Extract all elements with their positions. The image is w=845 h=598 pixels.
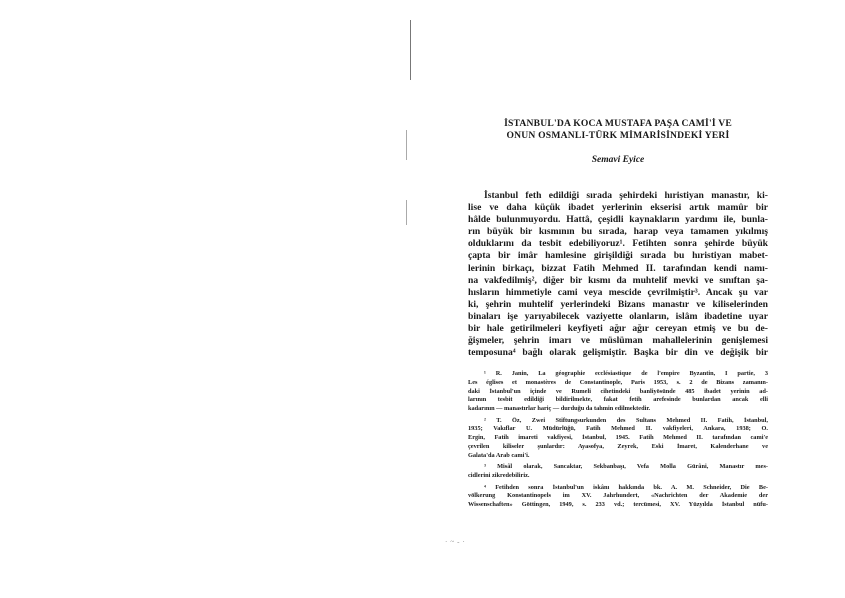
scan-artifact-mark: ·~-· (445, 538, 468, 546)
page-left-edge-mark (410, 20, 411, 80)
page-left-edge-mark (406, 130, 407, 160)
body-line: olduklarını da tesbit edebiliyoruz¹. Fetihten sonra şehirde büyük (468, 238, 768, 250)
page-left-edge-mark (406, 200, 407, 225)
footnote-line: 1935; Vakıflar U. Müdürlüğü, Fatih Mehmed II. vakfiyeleri, Ankara, 1938; O. (468, 425, 768, 433)
body-line: İstanbul feth edildiği sırada şehirdeki hıristiyan manastır, ki- (484, 190, 768, 201)
footnote-line: völkerung Konstantinopels im XV. Jahrhundert, «Nachrichten der Akademie der (468, 492, 768, 500)
body-line: çapta bir imâr hamlesine girişildiği sırada bu hıristiyan mabet- (468, 250, 768, 262)
footnote-line: daki İstanbul'un içinde ve Rumeli cihetindeki banliyösünde 485 ibadet yerinin ad- (468, 387, 768, 395)
body-line: rın büyük bir kısmının bu sırada, harap veya tamamen yıkılmış (468, 226, 768, 238)
body-line: ğişmeler, şehrin imarı ve müslüman mahallelerinin genişlemesi (468, 335, 768, 347)
body-line: temposuna⁴ bağlı olarak gelişmiştir. Başka bir din ve değişik bir (468, 347, 768, 359)
footnote-line: ³ Misâl olarak, Sancaktar, Sekbanbaşı, Vefa Molla Gürâni, Manastır mes- (484, 463, 768, 471)
footnote-line: ¹ R. Janin, La géographie ecclésiastique de l'empire Byzantin, I partie, 3 (484, 370, 768, 378)
title-line: İSTANBUL'DA KOCA MUSTAFA PAŞA CAMİ'İ VE (504, 118, 732, 129)
article-title (468, 118, 768, 142)
footnote-line: Wissenschaften» Göttingen, 1949, s. 233 vd.; tercümesi, XV. Yüzyılda İstanbul nüfu- (468, 500, 768, 508)
article-page (468, 118, 768, 510)
footnotes (468, 370, 768, 509)
footnote-line: cidlerini zikredebiliriz. (468, 471, 530, 479)
footnote-line: ⁴ Fetihden sonra İstanbul'un iskânı hakkında bk. A. M. Schneider, Die Be- (484, 483, 768, 491)
footnote-line: ² T. Öz, Zwei Stiftungsurkunden des Sultans Mehmed II. Fatih, İstanbul, (484, 416, 768, 424)
body-line: ki, şehrin muhtelif yerlerindeki Bizans manastır ve kiliselerinden (468, 298, 768, 310)
article-body (468, 190, 768, 359)
body-line: na vakfedilmiş², diğer bir kısmı da muhtelif mevki ve sınıftan şa- (468, 274, 768, 286)
body-line: binaları işe yarıyabilecek vaziyette olanların, islâm ibadetine uyar (468, 310, 768, 322)
body-line: bir hale getirilmeleri keyfiyeti ağır ağır cereyan etmiş ve bu de- (468, 323, 768, 335)
footnote-line: kadarının — manastırlar hariç — durduğu da tahmin edilmektedir. (468, 405, 651, 413)
footnote-line: çevrilen kiliseler şunlardır: Ayasofya, Zeyrek, Eski İmaret, Kalenderhane ve (468, 442, 768, 450)
body-line: hâlde bulunmuyordu. Hattâ, çeşidli kaynakların yardımı ile, bunla- (468, 214, 768, 226)
footnote-line: larının tesbit edildiği bildirilmekte, fakat fetih arefesinde bunlardan ancak elli (468, 396, 768, 404)
article-author: Semavi Eyice (591, 155, 645, 165)
body-line: hısların himmetiyle cami veya mescide çevrilmiştir³. Ancak şu var (468, 286, 768, 298)
footnote-line: Les églises et monastères de Constantinople, Paris 1953, s. 2 de Bizans zamanın- (468, 379, 768, 386)
footnote-line: Galata'da Arab cami'i. (468, 451, 530, 459)
body-line: lerinin birkaçı, bizzat Fatih Mehmed II. tarafından kendi namı- (468, 262, 768, 274)
body-line: lise ve daha küçük ibadet yerlerinin ekserisi artık mamûr bir (468, 202, 768, 214)
footnote-line: Ergin, Fatih imareti vakfiyesi, İstanbul, 1945. Fatih Mehmed II. tarafından cami'e (468, 434, 768, 442)
title-line: ONUN OSMANLI-TÜRK MİMARİSİNDEKİ YERİ (506, 130, 730, 141)
